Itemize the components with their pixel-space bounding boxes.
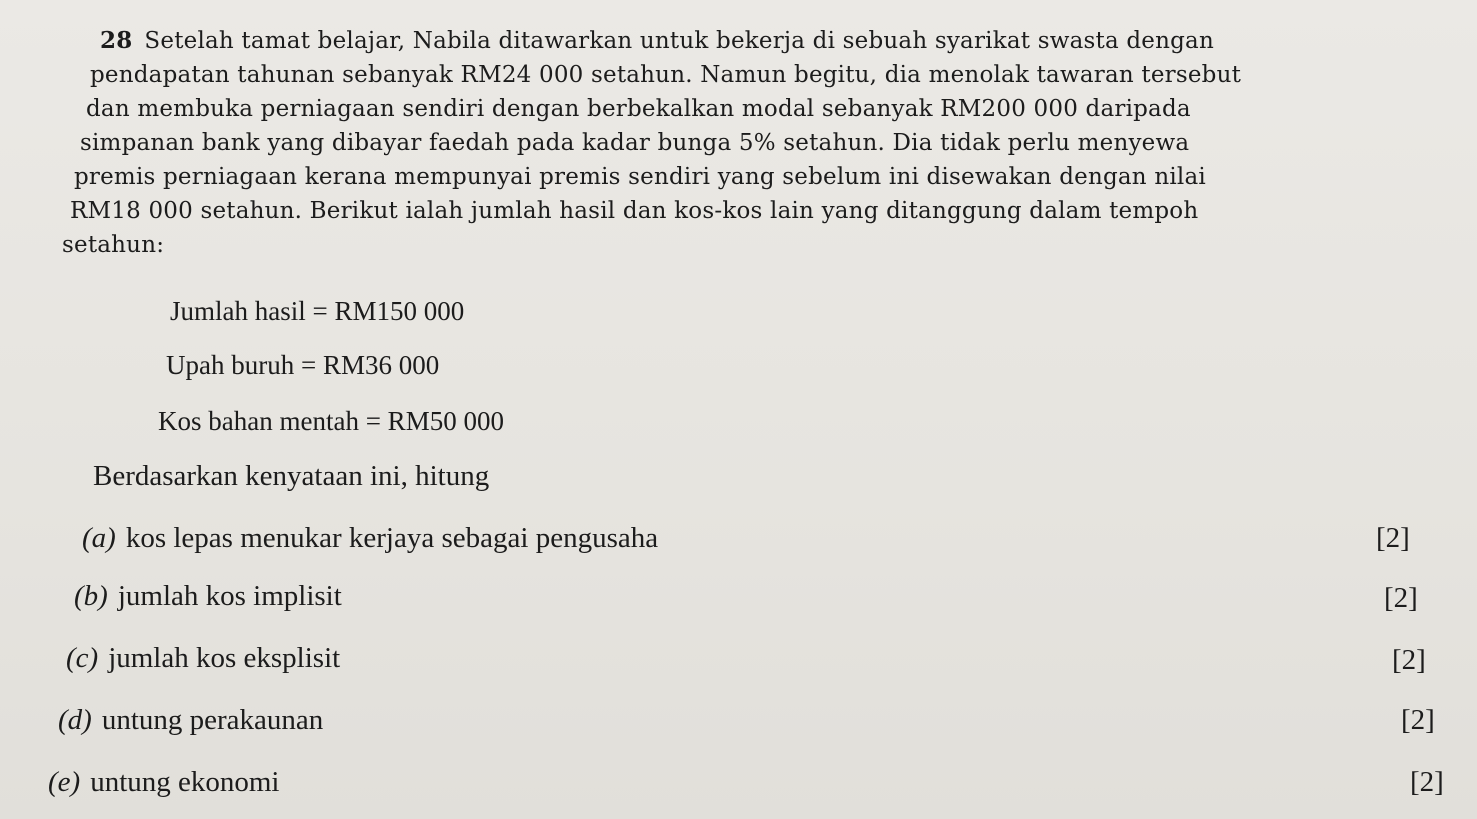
- question-stem: [62, 24, 1386, 262]
- part-c-marks: [2]: [1392, 644, 1426, 676]
- part-b-marks: [2]: [1384, 582, 1418, 614]
- question-line-3: [86, 92, 1386, 126]
- part-label: (c): [66, 642, 99, 674]
- question-line-2: [90, 58, 1386, 92]
- data-item-raw-materials: [158, 406, 504, 437]
- part-c: [66, 642, 340, 675]
- question-text-line: Setelah tamat belajar, Nabila ditawarkan untuk bekerja di sebuah syarikat swasta dengan: [144, 28, 1214, 54]
- question-text-line: premis perniagaan kerana mempunyai premis sendiri yang sebelum ini disewakan dengan nilai: [74, 164, 1206, 190]
- part-a-marks: [2]: [1376, 522, 1410, 554]
- question-line-4: [80, 126, 1386, 160]
- question-line-5: [74, 160, 1386, 194]
- question-line-1: [66, 24, 1386, 58]
- part-b: [74, 580, 342, 613]
- question-text-line: simpanan bank yang dibayar faedah pada kadar bunga 5% setahun. Dia tidak perlu menyewa: [80, 130, 1190, 156]
- data-item-wages: [166, 350, 439, 381]
- question-text-line: setahun:: [62, 232, 165, 258]
- data-item-label: Kos bahan mentah: [158, 406, 359, 436]
- part-text: untung perakaunan: [101, 704, 324, 736]
- data-item-value: = RM150 000: [312, 296, 465, 326]
- question-number: 28: [100, 27, 133, 54]
- part-d: [58, 704, 323, 737]
- part-text: jumlah kos implisit: [117, 580, 342, 612]
- part-label: (d): [58, 704, 92, 736]
- part-a: [82, 522, 658, 555]
- part-label: (a): [82, 522, 116, 554]
- data-item-value: = RM50 000: [365, 406, 504, 436]
- part-text: kos lepas menukar kerjaya sebagai pengusaha: [125, 522, 659, 554]
- part-d-marks: [2]: [1401, 704, 1435, 736]
- data-item-value: = RM36 000: [300, 350, 440, 380]
- data-item-revenue: [170, 296, 464, 327]
- part-label: (b): [74, 580, 108, 612]
- data-item-label: Upah buruh: [166, 350, 295, 380]
- question-line-6: [70, 194, 1386, 228]
- question-text-line: dan membuka perniagaan sendiri dengan berbekalkan modal sebanyak RM200 000 daripada: [86, 96, 1191, 122]
- question-text-line: pendapatan tahunan sebanyak RM24 000 setahun. Namun begitu, dia menolak tawaran tersebut: [90, 62, 1242, 88]
- data-item-label: Jumlah hasil: [170, 296, 306, 326]
- part-text: jumlah kos eksplisit: [108, 642, 341, 674]
- question-line-7: [62, 228, 1386, 262]
- part-e: [48, 766, 279, 799]
- part-label: (e): [48, 766, 81, 798]
- part-text: untung ekonomi: [90, 766, 280, 798]
- part-e-marks: [2]: [1410, 766, 1444, 798]
- instruction-text: Berdasarkan kenyataan ini, hitung: [93, 460, 490, 492]
- question-text-line: RM18 000 setahun. Berikut ialah jumlah hasil dan kos-kos lain yang ditanggung dalam tempoh: [70, 198, 1199, 224]
